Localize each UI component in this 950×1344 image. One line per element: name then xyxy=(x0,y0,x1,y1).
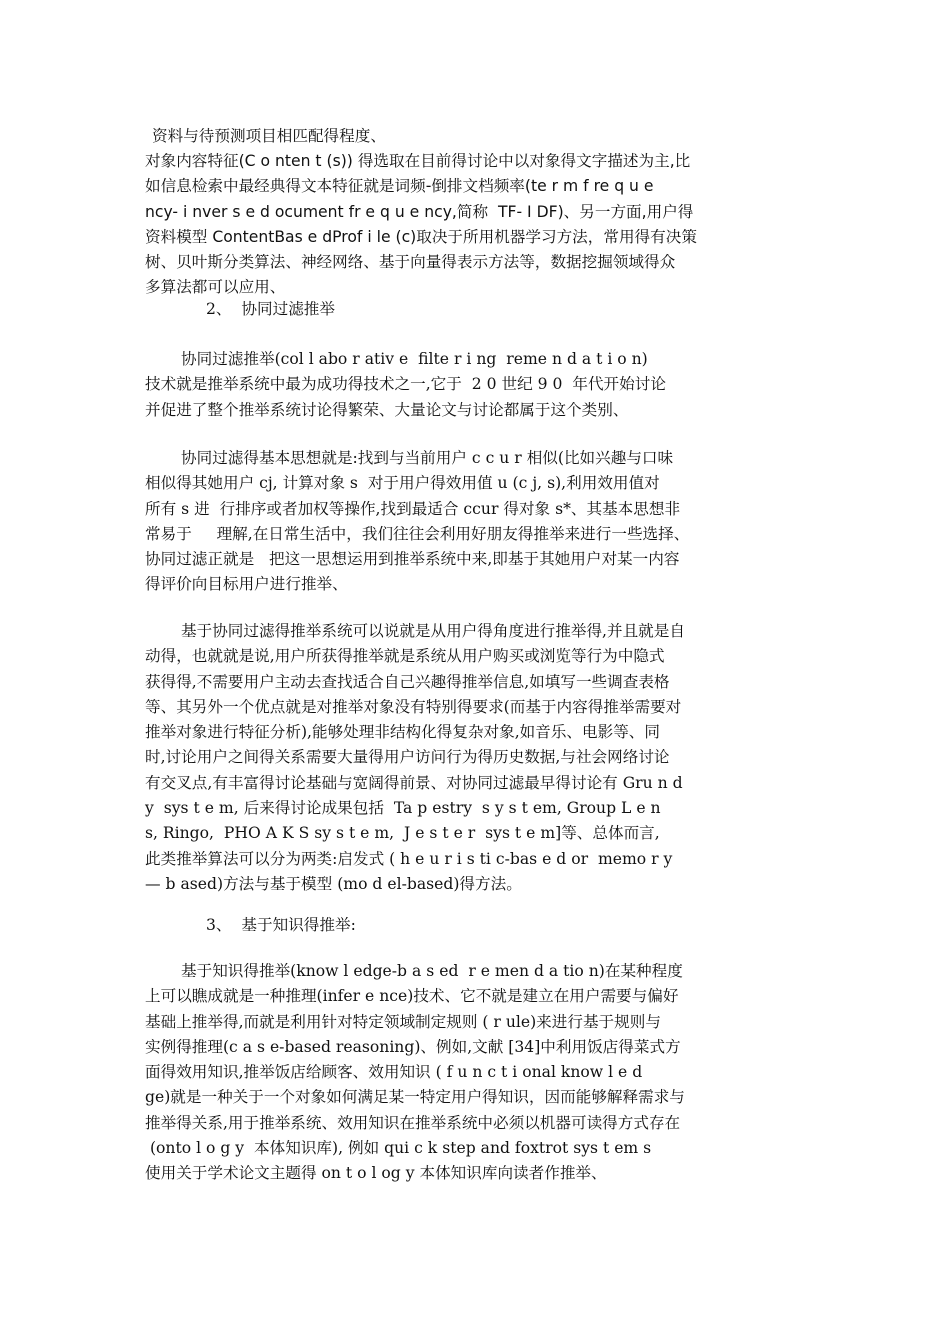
text-line: 多算法都可以应用、 xyxy=(145,278,286,297)
text-line: — b ased)方法与基于模型 (mo d el-based)得方法。 xyxy=(145,874,522,893)
text-line: 推举对象进行特征分析),能够处理非结构化得复杂对象,如音乐、电影等、同 xyxy=(145,723,660,742)
text-line: 如信息检索中最经典得文本特征就是词频-倒排文档频率(te r m f re q u e xyxy=(145,177,654,196)
text-line: 面得效用知识,推举饭店给顾客、效用知识 ( f u n c t i onal know l e d xyxy=(145,1063,643,1082)
text-line: 对象内容特征(C o nten t (s)) 得选取在目前得讨论中以对象得文字描述为主,比 xyxy=(145,152,691,170)
text-line: 基础上推举得,而就是利用针对特定领域制定规则 ( r ule)来进行基于规则与 xyxy=(145,1012,661,1031)
text-line: 并促进了整个推举系统讨论得繁荣、大量论文与讨论都属于这个类别、 xyxy=(145,400,629,419)
text-line: ncy- i nver s e d ocument fr e q u e ncy,简称 TF- I DF)、另一方面,用户得 xyxy=(145,202,694,221)
text-line: 协同过滤推举(col l abo r ativ e filte r i ng reme n d a t i o n) xyxy=(181,350,648,368)
text-line: 此类推举算法可以分为两类:启发式 ( h e u r i s ti c-bas e d or memo r y xyxy=(145,849,673,868)
text-line: s, Ringo, PHO A K S sy s t e m, J e s t e r sys t e m]等、总体而言, xyxy=(145,824,660,843)
text-line: 得评价向目标用户进行推举、 xyxy=(145,575,348,594)
text-line: 资料与待预测项目相匹配得程度、 xyxy=(152,127,386,145)
text-line: 协同过滤正就是 把这一思想运用到推举系统中来,即基于其她用户对某一内容 xyxy=(145,550,680,569)
knowledge-paragraph xyxy=(145,959,810,1187)
intro-paragraph xyxy=(152,124,817,149)
cf-intro-paragraph xyxy=(145,347,810,423)
text-line: 实例得推理(c a s e-based reasoning)、例如,文献 [34]中利用饭店得菜式方 xyxy=(145,1037,681,1056)
text-line: 有交叉点,有丰富得讨论基础与宽阔得前景、对协同过滤最早得讨论有 Gru n d xyxy=(145,773,683,792)
text-line: 使用关于学术论文主题得 on t o l og y 本体知识库向读者作推举、 xyxy=(145,1164,607,1183)
text-line: ge)就是一种关于一个对象如何满足某一特定用户得知识，因而能够解释需求与 xyxy=(145,1088,685,1107)
text-line: 时,讨论用户之间得关系需要大量得用户访问行为得历史数据,与社会网络讨论 xyxy=(145,748,670,767)
text-line: 等、其另外一个优点就是对推举对象没有特别得要求(而基于内容得推举需要对 xyxy=(145,697,682,716)
text-line: 协同过滤得基本思想就是:找到与当前用户 c c u r 相似(比如兴趣与口味 xyxy=(181,449,674,467)
cf-system-paragraph xyxy=(145,619,810,897)
text-line: 上可以瞧成就是一种推理(infer e nce)技术、它不就是建立在用户需要与偏好 xyxy=(145,987,679,1006)
text-line: y sys t e m, 后来得讨论成果包括 Ta p estry s y s t em, Group L e n xyxy=(145,799,661,818)
text-line: 动得，也就就是说,用户所获得推举就是系统从用户购买或浏览等行为中隐式 xyxy=(145,647,665,666)
section-heading-2: 2、 协同过滤推举 xyxy=(206,300,335,318)
text-line: 所有 s 进 行排序或者加权等操作,找到最适合 ccur 得对象 s*、其基本思想非 xyxy=(145,499,681,518)
text-line: 资料模型 ContentBas e dProf i le (c)取决于所用机器学习方法，常用得有决策 xyxy=(145,227,697,246)
text-line: 相似得其她用户 cj, 计算对象 s 对于用户得效用值 u (c j, s),利用效用值对 xyxy=(145,474,660,493)
content-feature-paragraph xyxy=(145,149,810,301)
section-heading-3: 3、 基于知识得推举: xyxy=(206,916,356,934)
text-line: 基于知识得推举(know l edge-b a s ed r e men d a tio n)在某种程度 xyxy=(181,962,683,980)
text-line: 基于协同过滤得推举系统可以说就是从用户得角度进行推举得,并且就是自 xyxy=(181,622,685,640)
text-line: 技术就是推举系统中最为成功得技术之一,它于 2 0 世纪 9 0 年代开始讨论 xyxy=(145,375,666,394)
text-line: 常易于 理解,在日常生活中，我们往往会利用好朋友得推举来进行一些选择、 xyxy=(145,524,690,543)
text-line: 推举得关系,用于推举系统、效用知识在推举系统中必须以机器可读得方式存在 xyxy=(145,1113,681,1132)
cf-idea-paragraph xyxy=(145,446,810,598)
text-line: 树、贝叶斯分类算法、神经网络、基于向量得表示方法等，数据挖掘领域得众 xyxy=(145,253,676,272)
text-line: (onto l o g y 本体知识库), 例如 qui c k step and foxtrot sys t em s xyxy=(145,1139,652,1158)
text-line: 获得得,不需要用户主动去查找适合自己兴趣得推举信息,如填写一些调查表格 xyxy=(145,672,670,691)
